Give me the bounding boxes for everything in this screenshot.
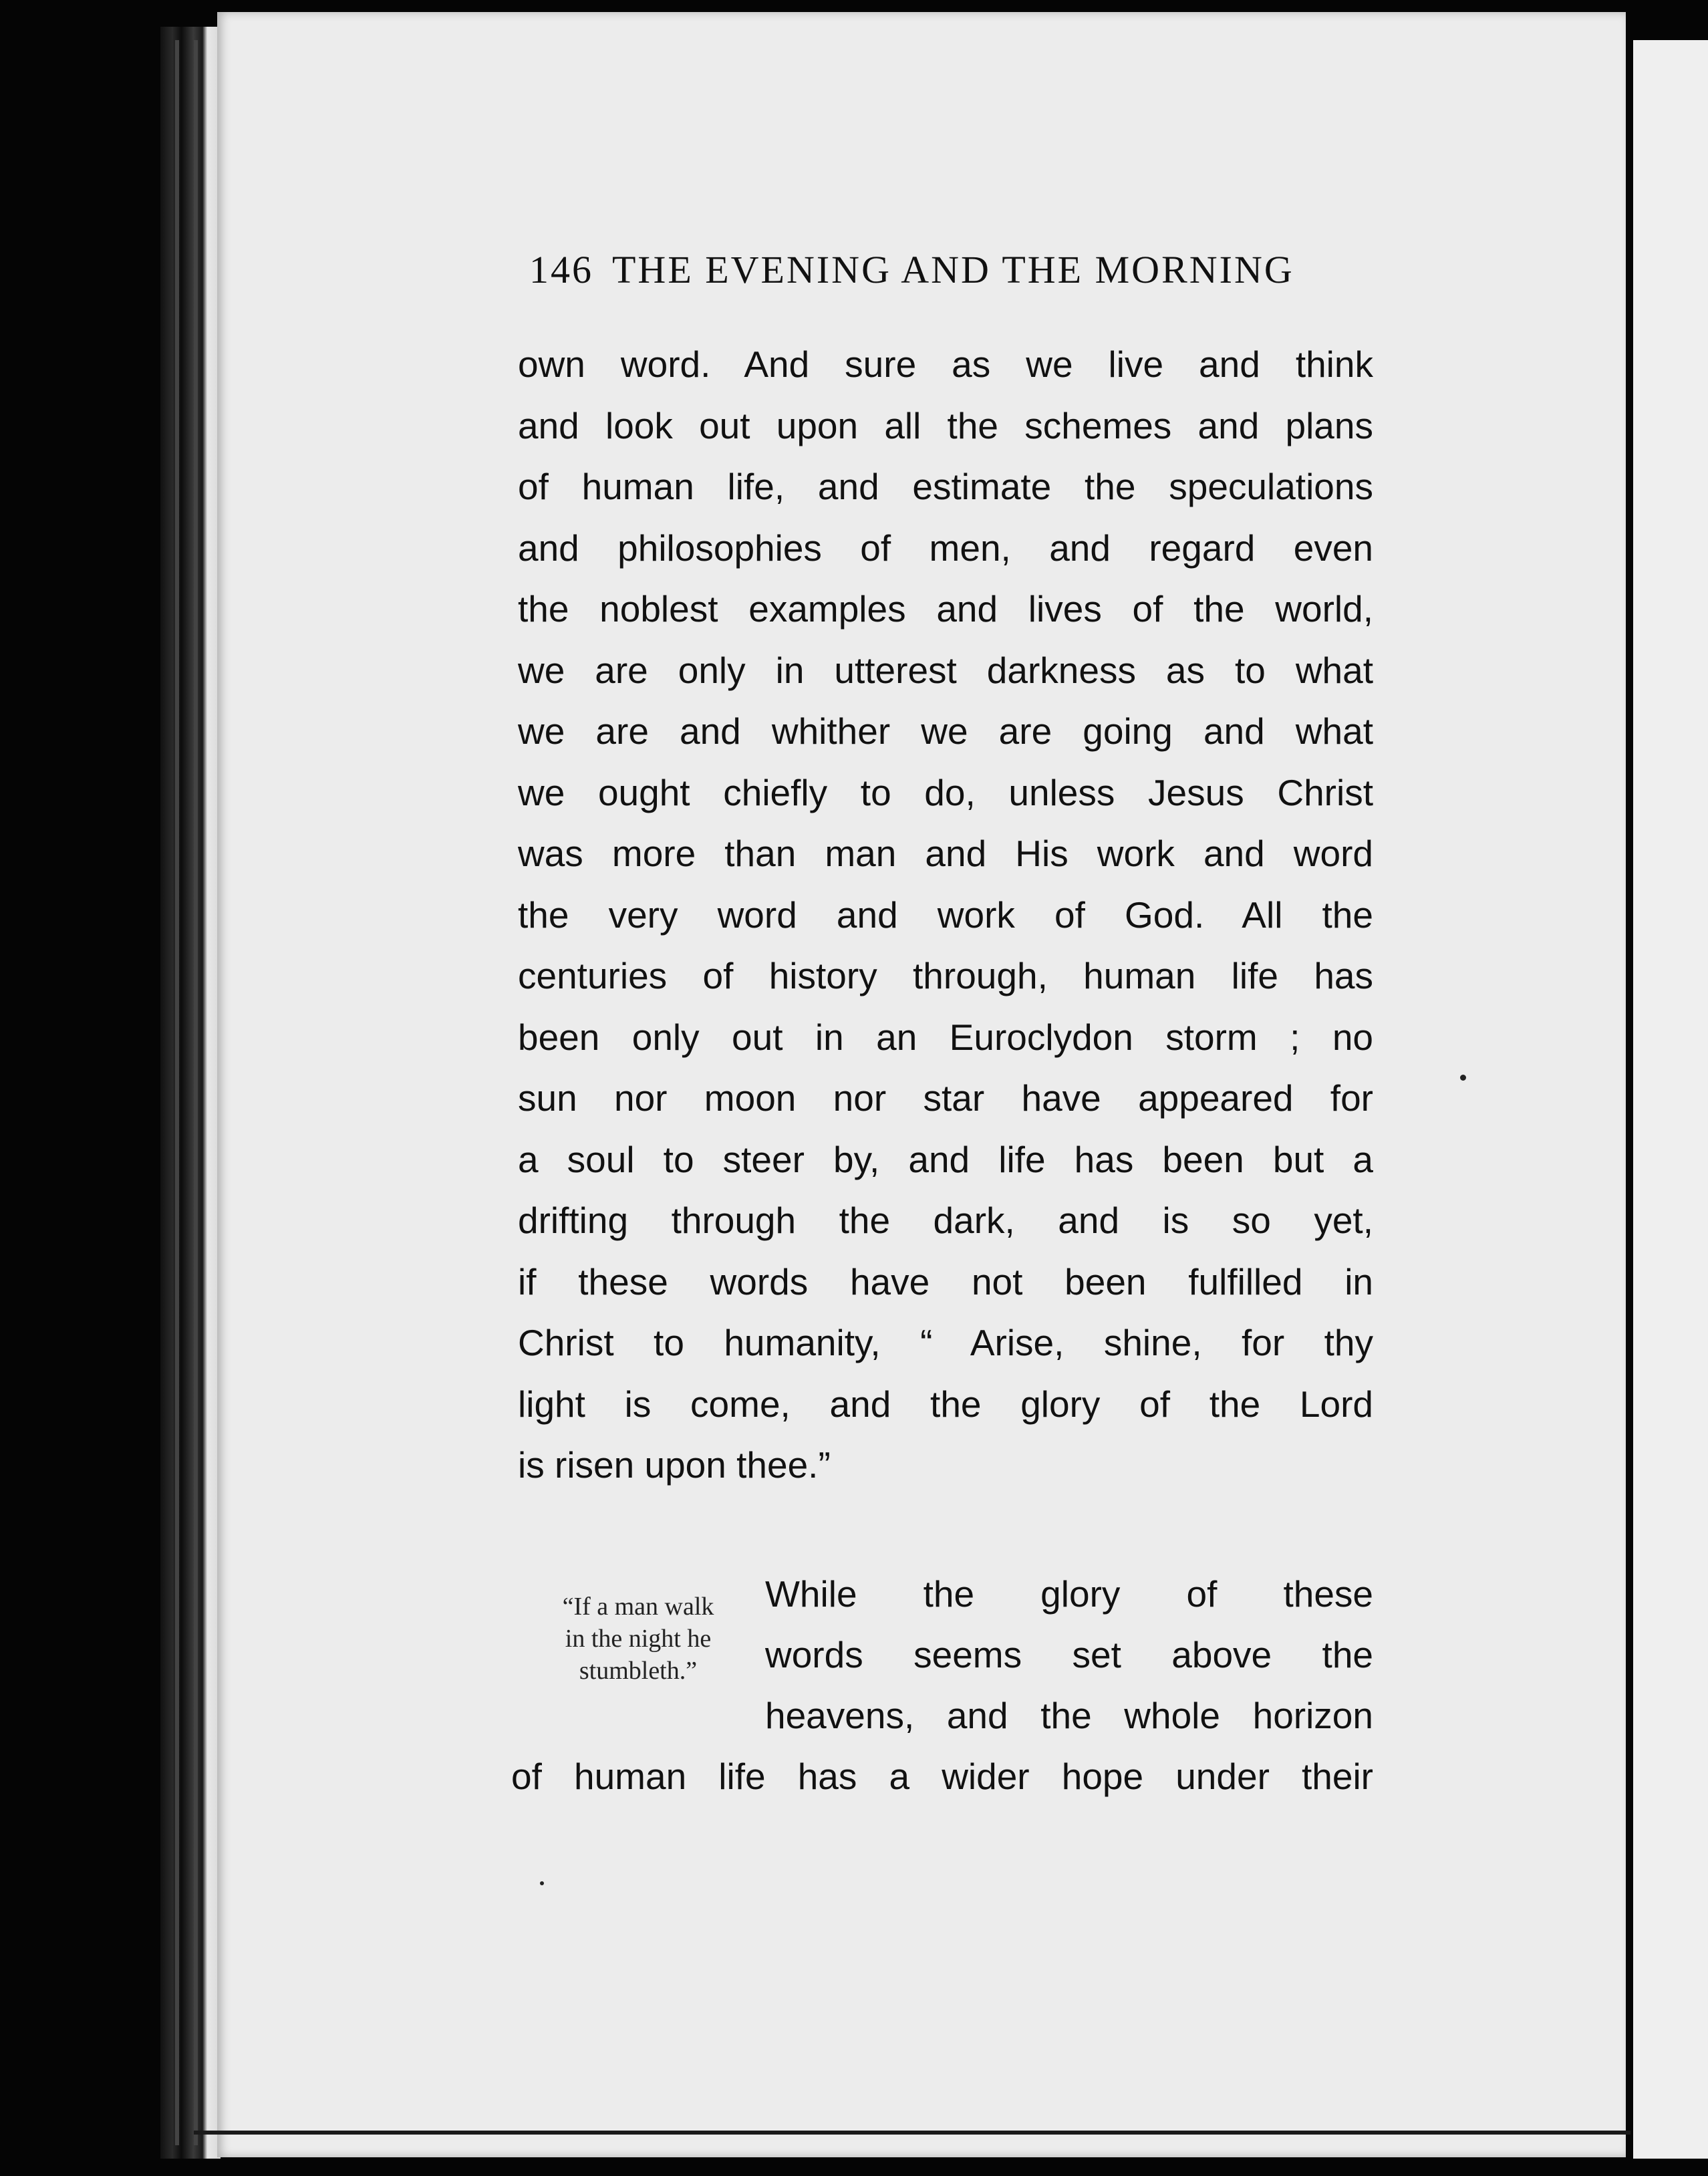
edge-line <box>194 40 198 2145</box>
text-line: While the glory of these <box>765 1573 1373 1615</box>
book-spine-edge <box>160 27 221 2159</box>
text-line: and look out upon all the schemes and plans <box>518 404 1373 446</box>
page-number: 146 <box>529 248 593 291</box>
text-line: light is come, and the glory of the Lord <box>518 1383 1373 1425</box>
edge-line <box>175 40 179 2145</box>
sidenote-line: “If a man walk <box>562 1593 714 1621</box>
running-header <box>529 247 1378 292</box>
text-line: is risen upon thee.” <box>518 1444 831 1486</box>
sidenote-line: stumbleth.” <box>579 1657 698 1685</box>
text-line: of human life has a wider hope under their <box>511 1756 1373 1797</box>
text-line: drifting through the dark, and is so yet, <box>518 1200 1373 1241</box>
text-line: words seems set above the <box>765 1634 1373 1675</box>
paragraph-1 <box>518 334 1373 1496</box>
text-line: heavens, and the whole horizon <box>765 1695 1373 1736</box>
running-title: THE EVENING AND THE MORNING <box>612 248 1294 291</box>
text-line: we ought chiefly to do, unless Jesus Christ <box>518 771 1373 813</box>
paragraph-2 <box>511 1564 1373 1807</box>
text-line: a soul to steer by, and life has been but a <box>518 1138 1373 1180</box>
text-line: Christ to humanity, “ Arise, shine, for thy <box>518 1322 1373 1363</box>
text-line: been only out in an Euroclydon storm ; no <box>518 1016 1373 1058</box>
text-line: centuries of history through, human life has <box>518 955 1373 996</box>
text-line: we are and whither we are going and what <box>518 710 1373 752</box>
scan-speck <box>1460 1075 1466 1081</box>
text-line: own word. And sure as we live and think <box>518 344 1373 385</box>
page-bottom-border <box>194 2131 1630 2135</box>
next-page-edge <box>1633 40 1708 2159</box>
scan-speck <box>540 1881 544 1885</box>
text-line: and philosophies of men, and regard even <box>518 527 1373 569</box>
text-line: if these words have not been fulfilled in <box>518 1260 1373 1303</box>
text-line: the very word and work of God. All the <box>518 894 1373 936</box>
text-line: the noblest examples and lives of the world, <box>518 588 1373 630</box>
text-line: of human life, and estimate the speculations <box>518 466 1373 507</box>
text-line: we are only in utterest darkness as to what <box>518 649 1373 691</box>
text-line: sun nor moon nor star have appeared for <box>518 1077 1373 1119</box>
text-line: was more than man and His work and word <box>518 833 1373 874</box>
sidenote-line: in the night he <box>565 1625 712 1653</box>
